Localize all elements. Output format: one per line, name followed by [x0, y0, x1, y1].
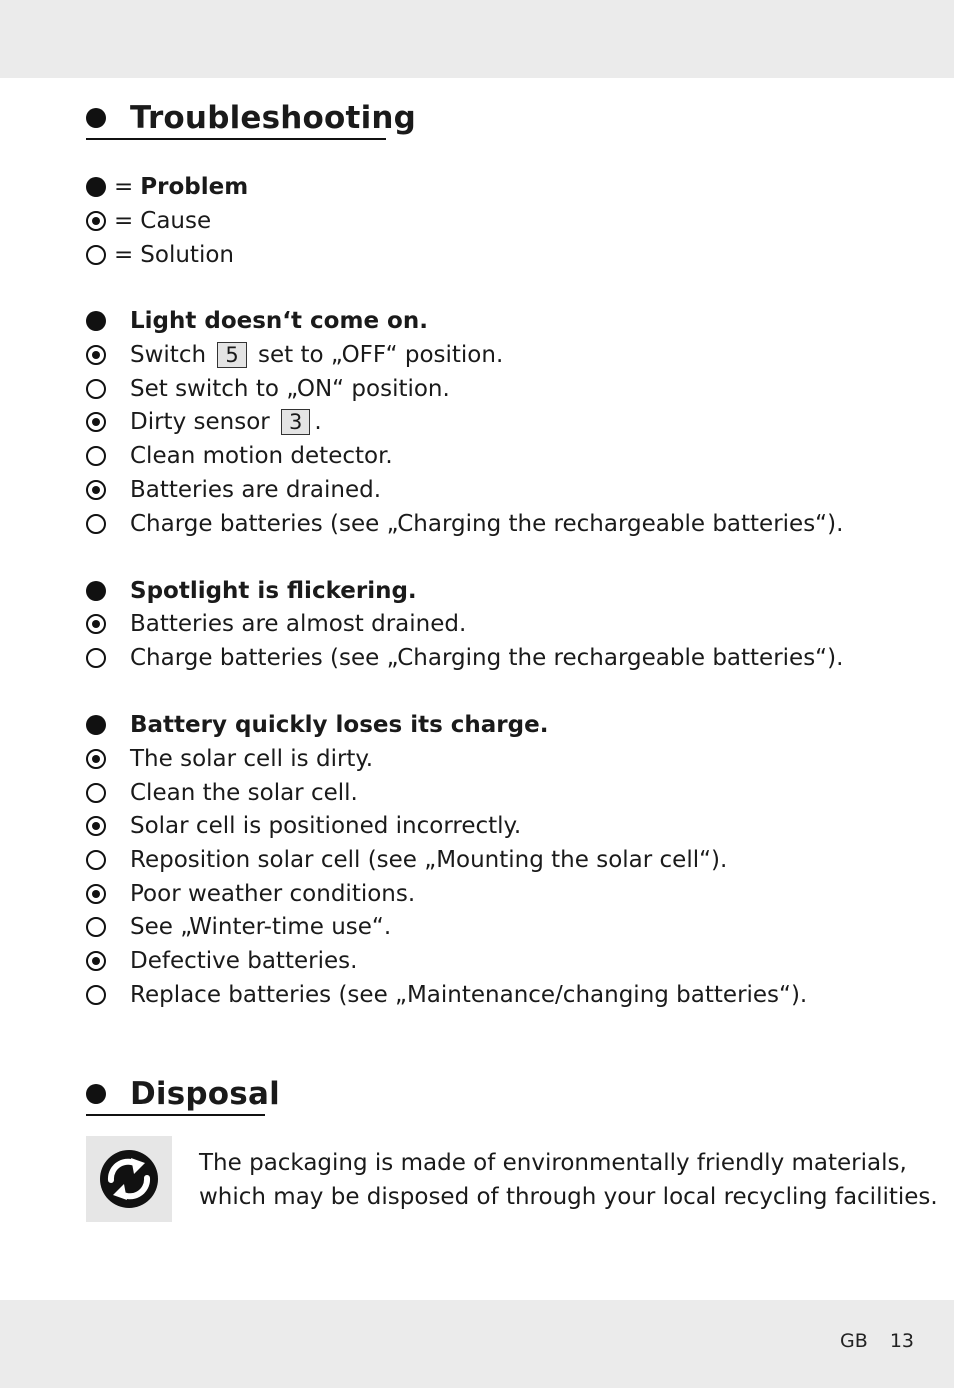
disposal-paragraph	[199, 1146, 938, 1214]
solution-text: Charge batteries (see „Charging the rechargeable batteries“).	[130, 511, 844, 537]
page-number: 13	[889, 1330, 914, 1352]
disposal-text-line: The packaging is made of environmentally friendly materials,	[199, 1150, 907, 1176]
solution-bullet-icon	[86, 648, 106, 668]
solution-text: Clean motion detector.	[130, 443, 393, 469]
solution-row	[86, 910, 391, 944]
part-reference-box: 3	[281, 409, 310, 435]
problem-text: Battery quickly loses its charge.	[130, 712, 549, 738]
page-footer	[840, 1330, 914, 1352]
cause-bullet-icon	[86, 412, 106, 432]
cause-row	[86, 405, 322, 439]
cause-row	[86, 473, 381, 507]
cause-bullet-icon	[86, 749, 106, 769]
disposal-title: Disposal	[130, 1076, 280, 1112]
legend-equals: =	[114, 174, 134, 200]
disposal-heading	[86, 1072, 280, 1116]
problem-row	[86, 574, 417, 608]
legend-equals: =	[114, 242, 134, 268]
troubleshooting-title: Troubleshooting	[130, 100, 417, 136]
solution-bullet-icon	[86, 985, 106, 1005]
solution-row	[86, 978, 807, 1012]
symbol-legend	[86, 170, 248, 272]
troubleshooting-title-underline	[86, 138, 386, 140]
troubleshooting-heading	[86, 96, 416, 140]
recycling-green-dot-icon	[97, 1147, 161, 1211]
solution-bullet-icon	[86, 245, 106, 265]
solution-text: Set switch to „ON“ position.	[130, 376, 450, 402]
cause-bullet-icon	[86, 480, 106, 500]
solution-text: Reposition solar cell (see „Mounting the solar cell“).	[130, 847, 728, 873]
problem-bullet-icon	[86, 177, 106, 197]
disposal-text-line: which may be disposed of through your local recycling facilities.	[199, 1184, 938, 1210]
solution-text: Replace batteries (see „Maintenance/changing batteries“).	[130, 982, 808, 1008]
cause-row	[86, 742, 373, 776]
problem-row	[86, 708, 548, 742]
cause-bullet-icon	[86, 816, 106, 836]
cause-row	[86, 607, 466, 641]
header-band	[0, 0, 954, 78]
solution-row	[86, 439, 393, 473]
problem-text: Spotlight is flickering.	[130, 578, 417, 604]
section-bullet-icon	[86, 108, 106, 128]
section-bullet-icon	[86, 1084, 106, 1104]
footer-band	[0, 1300, 954, 1388]
solution-row	[86, 372, 450, 406]
problem-text: Light doesn‘t come on.	[130, 308, 428, 334]
cause-bullet-icon	[86, 951, 106, 971]
solution-bullet-icon	[86, 783, 106, 803]
language-code: GB	[840, 1330, 868, 1352]
cause-text: Batteries are drained.	[130, 477, 382, 503]
cause-text: Solar cell is positioned incorrectly.	[130, 813, 522, 839]
solution-text: See „Winter-time use“.	[130, 914, 392, 940]
problem-bullet-icon	[86, 715, 106, 735]
problem-row	[86, 304, 428, 338]
solution-bullet-icon	[86, 514, 106, 534]
cause-text: Dirty sensor	[130, 409, 270, 435]
cause-text: .	[314, 409, 322, 435]
legend-cause-label: Cause	[140, 208, 212, 234]
solution-row	[86, 641, 843, 675]
solution-row	[86, 776, 358, 810]
cause-bullet-icon	[86, 345, 106, 365]
legend-solution	[86, 238, 248, 272]
legend-equals: =	[114, 208, 134, 234]
problem-bullet-icon	[86, 311, 106, 331]
solution-text: Charge batteries (see „Charging the rechargeable batteries“).	[130, 645, 844, 671]
cause-bullet-icon	[86, 211, 106, 231]
legend-solution-label: Solution	[140, 242, 234, 268]
cause-row	[86, 809, 521, 843]
legend-problem-label: Problem	[140, 174, 249, 200]
cause-bullet-icon	[86, 884, 106, 904]
problem-bullet-icon	[86, 581, 106, 601]
cause-bullet-icon	[86, 614, 106, 634]
solution-row	[86, 507, 843, 541]
solution-bullet-icon	[86, 446, 106, 466]
cause-text: Batteries are almost drained.	[130, 611, 467, 637]
legend-cause	[86, 204, 248, 238]
solution-bullet-icon	[86, 917, 106, 937]
cause-text: Poor weather conditions.	[130, 881, 416, 907]
solution-text: Clean the solar cell.	[130, 780, 358, 806]
cause-text: set to „OFF“ position.	[258, 342, 504, 368]
cause-row	[86, 338, 503, 372]
recycling-icon-box	[86, 1136, 172, 1222]
cause-text: Switch	[130, 342, 207, 368]
disposal-title-underline	[86, 1114, 265, 1116]
part-reference-box: 5	[217, 342, 246, 368]
cause-text: The solar cell is dirty.	[130, 746, 374, 772]
legend-problem	[86, 170, 248, 204]
solution-bullet-icon	[86, 850, 106, 870]
cause-row	[86, 877, 415, 911]
solution-bullet-icon	[86, 379, 106, 399]
cause-row	[86, 944, 357, 978]
solution-row	[86, 843, 727, 877]
cause-text: Defective batteries.	[130, 948, 358, 974]
